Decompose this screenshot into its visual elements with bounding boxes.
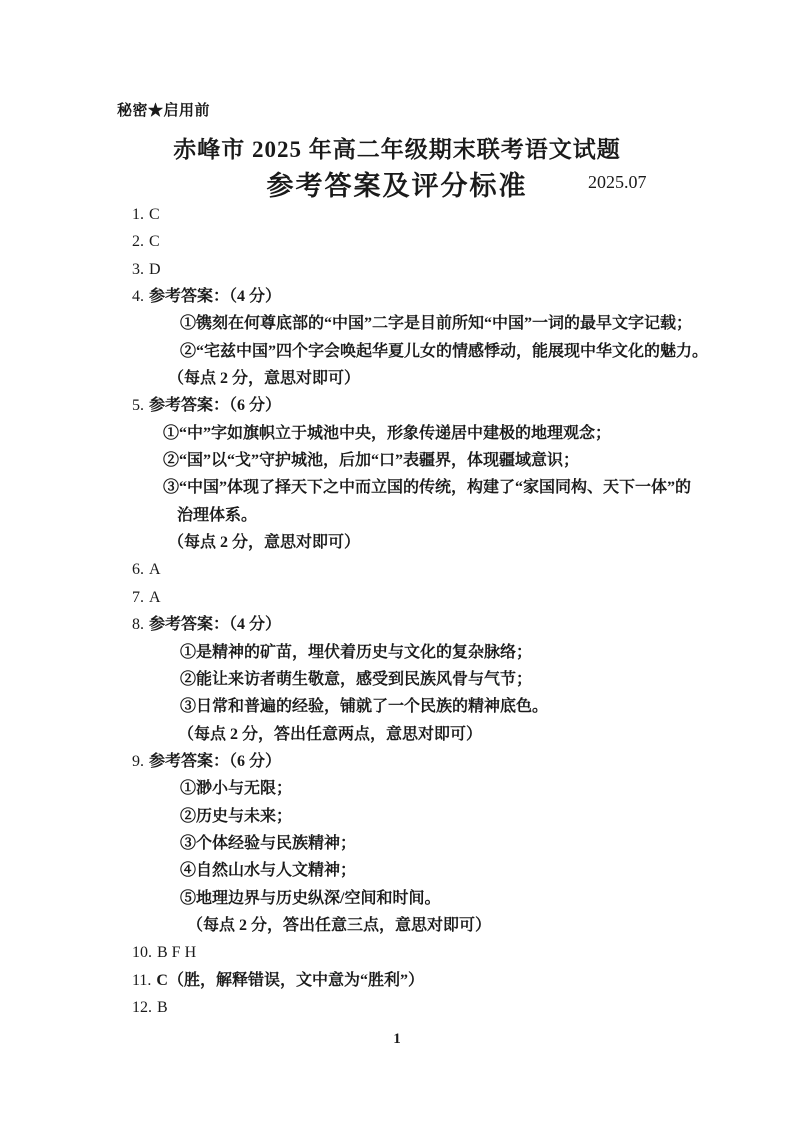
answer-line xyxy=(132,228,732,255)
answer-line xyxy=(180,693,732,720)
answer-line xyxy=(180,857,732,884)
answer-text: C（胜，解释错误，文中意为“胜利”） xyxy=(156,971,424,989)
answer-text: ①“中”字如旗帜立于城池中央，形象传递居中建极的地理观念； xyxy=(163,424,612,442)
answer-line xyxy=(180,639,732,666)
document-date: 2025.07 xyxy=(588,172,647,192)
answer-text: ⑤地理边界与历史纵深/空间和时间。 xyxy=(180,889,441,907)
answer-text: B F H xyxy=(157,944,197,962)
answer-line xyxy=(187,912,732,939)
answer-number: 3. xyxy=(132,260,144,278)
answer-line xyxy=(163,447,732,474)
answer-line xyxy=(132,584,732,611)
answer-text: （每点 2 分，答出任意三点，意思对即可） xyxy=(187,916,492,934)
answer-line xyxy=(168,529,732,556)
answer-text: ②能让来访者萌生敬意，感受到民族风骨与气节； xyxy=(180,670,533,688)
answer-text: A xyxy=(149,588,161,606)
page-number: 1 xyxy=(393,1031,401,1047)
answer-line xyxy=(180,803,732,830)
answer-text: 参考答案：（6 分） xyxy=(149,397,282,415)
answer-text: 参考答案：（4 分） xyxy=(149,288,282,306)
answer-text: ①渺小与无限； xyxy=(180,780,293,798)
answer-number: 6. xyxy=(132,561,144,579)
answer-text: ①镌刻在何尊底部的“中国”二字是目前所知“中国”一词的最早文字记载； xyxy=(180,315,693,333)
answer-line xyxy=(132,748,732,775)
answer-text: ②“宅兹中国”四个字会唤起华夏儿女的情感悸动，能展现中华文化的魅力。 xyxy=(180,342,709,360)
answer-line xyxy=(132,283,732,310)
answer-line xyxy=(180,310,732,337)
answer-text: ①是精神的矿苗，埋伏着历史与文化的复杂脉络； xyxy=(180,643,533,661)
answer-number: 4. xyxy=(132,288,144,306)
answer-line xyxy=(177,502,732,529)
answer-line xyxy=(180,775,732,802)
answer-text: ③个体经验与民族精神； xyxy=(180,834,357,852)
answer-text: B xyxy=(157,998,168,1016)
document-subtitle: 参考答案及评分标准 xyxy=(266,171,528,201)
answer-text: ③“中国”体现了择天下之中而立国的传统，构建了“家国同构、天下一体”的 xyxy=(163,479,692,497)
answer-number: 5. xyxy=(132,397,144,415)
answer-number: 2. xyxy=(132,233,144,251)
answer-line xyxy=(163,474,732,501)
answer-line xyxy=(180,885,732,912)
answer-lines xyxy=(132,201,732,1021)
answer-line xyxy=(163,420,732,447)
answer-text: ③日常和普遍的经验，铺就了一个民族的精神底色。 xyxy=(180,698,549,716)
answer-text: D xyxy=(149,260,161,278)
answer-line xyxy=(132,611,732,638)
answer-line xyxy=(180,830,732,857)
answer-text: （每点 2 分，意思对即可） xyxy=(168,370,361,388)
answer-text: 参考答案：（6 分） xyxy=(149,752,282,770)
classification-label: 秘密★启用前 xyxy=(117,103,211,119)
answer-number: 9. xyxy=(132,752,144,770)
document-title: 赤峰市 2025 年高二年级期末联考语文试题 xyxy=(173,137,621,162)
answer-line xyxy=(132,392,732,419)
answer-text: （每点 2 分，答出任意两点，意思对即可） xyxy=(178,725,483,743)
answer-text: ②“国”以“戈”守护城池，后加“口”表疆界，体现疆域意识； xyxy=(163,452,580,470)
answer-line xyxy=(132,201,732,228)
answer-number: 12. xyxy=(132,998,152,1016)
answer-number: 8. xyxy=(132,616,144,634)
answer-line xyxy=(132,994,732,1021)
answer-number: 1. xyxy=(132,206,144,223)
answer-line xyxy=(132,556,732,583)
subtitle-row xyxy=(0,164,794,201)
answer-text: 治理体系。 xyxy=(177,506,258,524)
answer-number: 11. xyxy=(132,971,152,989)
answer-text: C xyxy=(149,233,160,251)
answer-line xyxy=(132,967,732,994)
answer-line xyxy=(180,666,732,693)
answer-line xyxy=(180,338,732,365)
answer-line xyxy=(132,939,732,966)
answer-line xyxy=(168,365,732,392)
answer-line xyxy=(132,256,732,283)
answer-number: 10. xyxy=(132,944,152,962)
answer-text: （每点 2 分，意思对即可） xyxy=(168,534,361,552)
answer-text: C xyxy=(149,206,160,223)
answer-text: ②历史与未来； xyxy=(180,807,293,825)
answer-number: 7. xyxy=(132,588,144,606)
answer-text: 参考答案：（4 分） xyxy=(149,616,282,634)
answer-text: ④自然山水与人文精神； xyxy=(180,862,357,880)
answer-line xyxy=(178,721,732,748)
answer-text: A xyxy=(149,561,161,579)
